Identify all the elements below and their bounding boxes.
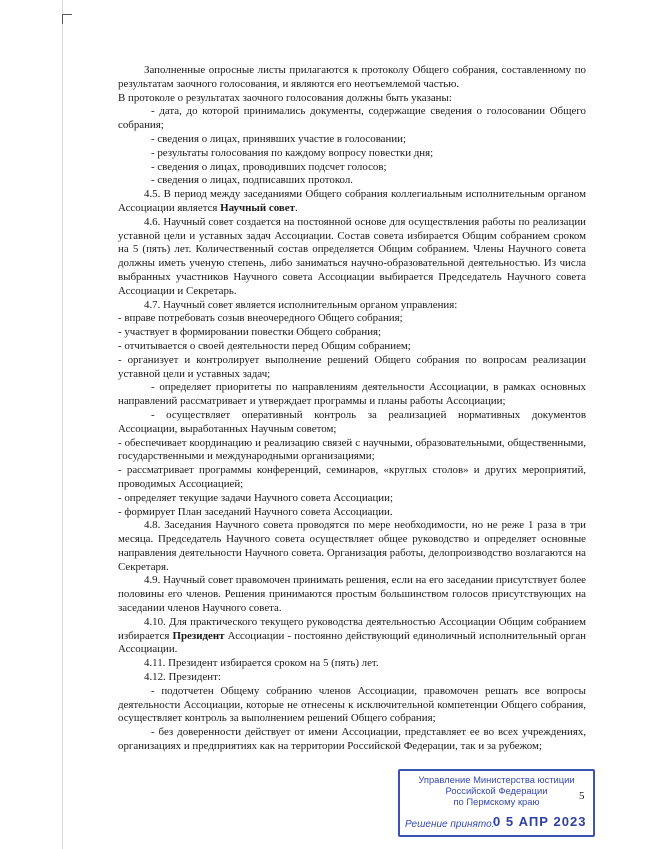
paragraph-text: - сведения о лицах, принявших участие в голосовании; [151, 132, 407, 145]
stamp-authority-line-1: Управление Министерства юстиции [418, 774, 575, 785]
paragraph [118, 174, 586, 188]
paragraph-text: - организует и контролирует выполнение решений Общего собрания по вопросам реализации уставной цели и уставных задач; [118, 353, 586, 380]
paragraph [118, 354, 586, 382]
paragraph [118, 409, 586, 437]
paragraph [118, 616, 586, 657]
paragraph-text: 4.5. В период между заседаниями Общего собрания коллегиальным исполнительным органом Ассоциации является [118, 188, 586, 214]
paragraph-text: 4.12. Президент: [144, 671, 221, 684]
paragraph-text: - сведения о лицах, подписавших протокол. [151, 174, 354, 187]
paragraph [118, 216, 586, 299]
registration-stamp [398, 769, 595, 837]
paragraph-text: - без доверенности действует от имени Ассоциации, представляет ее во всех учреждениях, организациях и предприятиях как на территории Российской Федерации, так и за рубежом; [118, 726, 586, 753]
paragraph [118, 161, 586, 175]
paragraph-text: - определяет текущие задачи Научного совета Ассоциации; [118, 491, 393, 504]
paragraph-text: - дата, до которой принимались документы, содержащие сведения о голосовании Общего собрания; [118, 105, 586, 132]
stamp-date: 0 5 АПР 2023 [493, 814, 587, 829]
paragraph [118, 519, 586, 574]
paragraph-text: 4.8. Заседания Научного совета проводятся по мере необходимости, но не реже 1 раза в три месяца. Председатель Научного совета осуществляет общее руководство и определяет основные направления деятельности Научного совета. Организация работы, делопроизводство возлагаются на Секретаря. [118, 519, 586, 573]
paragraph-text: - обеспечивает координацию и реализацию связей с научными, образовательными, общественными, государственными и международными организациями; [118, 436, 586, 463]
stamp-decision-label: Решение принято: [405, 819, 495, 830]
paragraph-text: В протоколе о результатах заочного голосования должны быть указаны: [118, 91, 452, 104]
paragraph-text: - определяет приоритеты по направлениям деятельности Ассоциации, в рамках основных направлений рассматривает и утверждает программы и планы работы Ассоциации; [118, 381, 586, 408]
paragraph [118, 506, 586, 520]
paragraph [118, 312, 586, 326]
paragraph [118, 105, 586, 133]
page-number: 5 [579, 790, 585, 802]
paragraph-text-tail: Ассоциации - постоянно действующий единоличный исполнительный орган Ассоциации. [118, 629, 586, 656]
paragraph-text: 4.11. Президент избирается сроком на 5 (пять) лет. [144, 657, 379, 670]
paragraph-text: - вправе потребовать созыв внеочередного Общего собрания; [118, 312, 403, 325]
paragraph-text: Заполненные опросные листы прилагаются к протоколу Общего собрания, составленному по результатам заочного голосования, и являются его неотъемлемой частью. [118, 64, 586, 90]
paragraph [118, 188, 586, 216]
paragraph [118, 437, 586, 465]
paragraph [118, 685, 586, 726]
paragraph-bold-term: Президент [172, 629, 225, 642]
document-body [118, 64, 586, 754]
stamp-authority-line-3: по Пермскому краю [453, 796, 540, 807]
paragraph-text: - сведения о лицах, проводивших подсчет голосов; [151, 160, 387, 173]
stamp-authority-line-2: Российской Федерации [445, 785, 548, 796]
paragraph [118, 147, 586, 161]
paragraph [118, 381, 586, 409]
paragraph [118, 299, 586, 313]
paragraph-text: - рассматривает программы конференций, семинаров, «круглых столов» и других мероприятий, проводимых Ассоциацией; [118, 464, 586, 490]
paragraph-text: - формирует План заседаний Научного совета Ассоциации. [118, 505, 393, 518]
paragraph-text: 4.7. Научный совет является исполнительным органом управления: [144, 298, 458, 311]
paragraph [118, 340, 586, 354]
paragraph [118, 326, 586, 340]
paragraph [118, 92, 586, 106]
paragraph-text: - подотчетен Общему собранию членов Ассоциации, правомочен решать все вопросы деятельности Ассоциации, которые не отнесены к исключительной компетенции Общего собрания, осуществляет контроль за выполнением решений Общего собрания; [118, 684, 586, 725]
page-edge-line [62, 0, 63, 849]
paragraph [118, 64, 586, 92]
paragraph-text: 4.9. Научный совет правомочен принимать решения, если на его заседании присутствует более половины его членов. Решения принимаются простым большинством голосов присутствующих на заседании членов Научного совета. [118, 574, 586, 615]
paragraph-text-tail: . [294, 201, 298, 214]
paragraph [118, 464, 586, 492]
paragraph-bold-term: Научный совет [220, 201, 295, 214]
paragraph [118, 657, 586, 671]
paragraph-text: - результаты голосования по каждому вопросу повестки дня; [151, 146, 434, 159]
paragraph-text: 4.10. Для практического текущего руководства деятельностью Ассоциации Общим собранием избирается [118, 615, 586, 642]
paragraph-text: - осуществляет оперативный контроль за реализацией нормативных документов Ассоциации, выработанных Научным советом; [118, 408, 586, 435]
corner-crop-mark [62, 14, 72, 24]
paragraph [118, 133, 586, 147]
paragraph-text: - участвует в формировании повестки Общего собрания; [118, 326, 382, 339]
paragraph [118, 671, 586, 685]
paragraph [118, 726, 586, 754]
paragraph [118, 574, 586, 615]
paragraph [118, 492, 586, 506]
paragraph-text: - отчитывается о своей деятельности перед Общим собранием; [118, 339, 411, 352]
paragraph-text: 4.6. Научный совет создается на постоянной основе для осуществления работы по реализации уставной цели и уставных задач Ассоциации. Состав совета избирается Общим собранием сроком на 5 (пять) лет. Количественный состав определяется Общим собранием. Члены Научного совета должны иметь ученую степень, либо заниматься научно-образовательной деятельностью. Из числа выбранных участников Научного совета Ассоциации выбирается Председатель Научного совета Ассоциации и Секретарь. [118, 215, 586, 297]
